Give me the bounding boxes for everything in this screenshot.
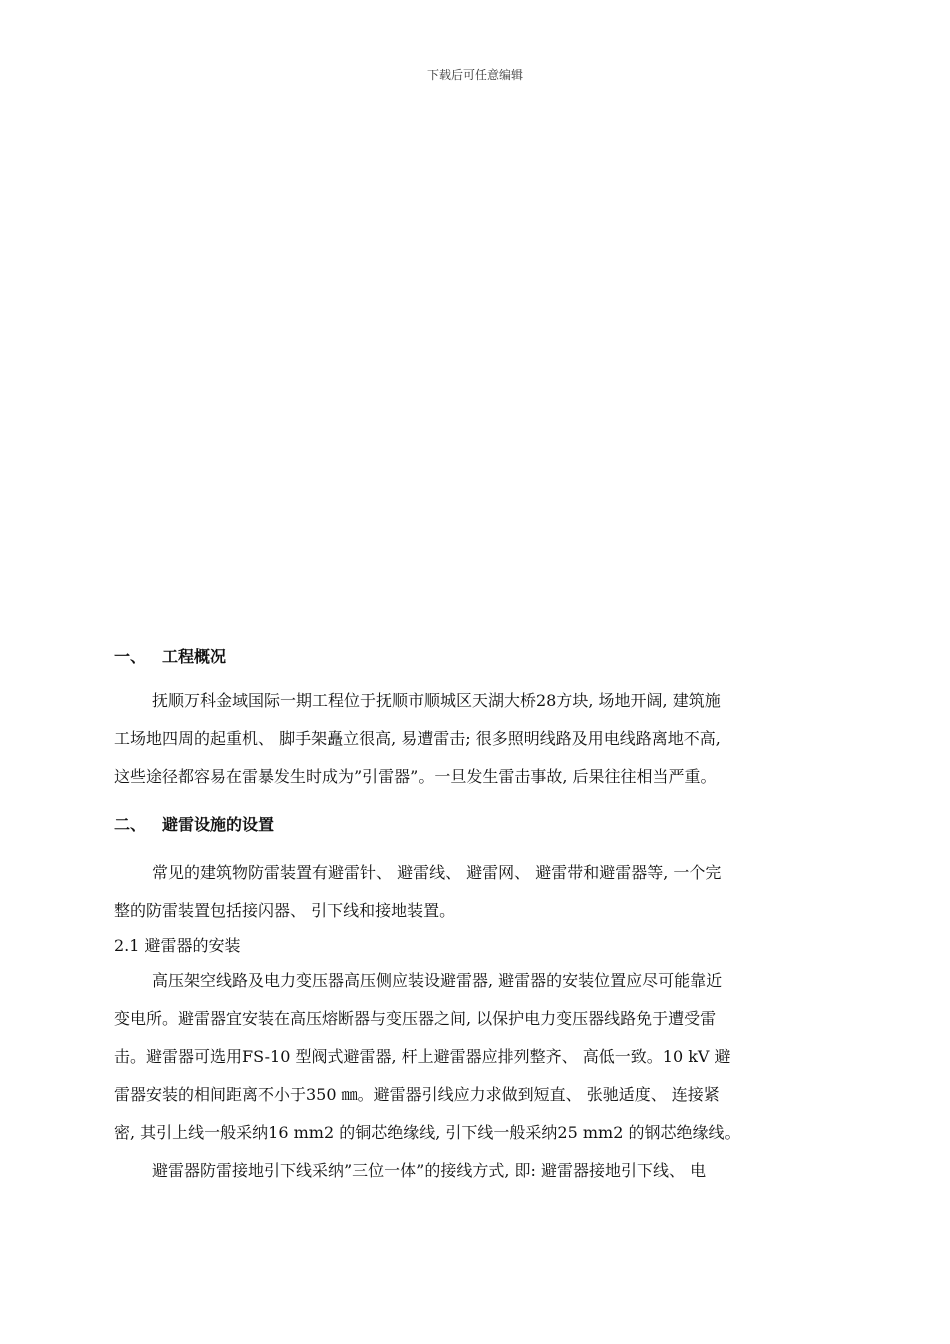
paragraph-line: 避雷器防雷接地引下线采纳”三位一体”的接线方式, 即: 避雷器接地引下线、 电: [152, 1161, 707, 1180]
paragraph-line: 整的防雷装置包括接闪器、 引下线和接地装置。: [114, 901, 456, 920]
paragraph-line: 变电所。避雷器宜安装在高压熔断器与变压器之间, 以保护电力变压器线路免于遭受雷: [114, 1009, 717, 1028]
page-header: 下载后可任意编辑: [426, 68, 523, 82]
section-2-heading: [114, 808, 860, 842]
document-body: [114, 640, 860, 1190]
subsection-2-1-paragraph-2: [114, 1152, 860, 1190]
section-1-number: 一、: [114, 647, 147, 666]
paragraph-line: 高压架空线路及电力变压器高压侧应装设避雷器, 避雷器的安装位置应尽可能靠近: [152, 971, 723, 990]
paragraph-line: 工场地四周的起重机、 脚手架矗立很高, 易遭雷击; 很多照明线路及用电线路离地不高,: [114, 729, 721, 748]
section-1-title: 工程概况: [162, 647, 227, 666]
subsection-2-1-paragraph-1: [114, 962, 860, 1152]
paragraph-line: 这些途径都容易在雷暴发生时成为”引雷器”。一旦发生雷击事故, 后果往往相当严重。: [114, 767, 717, 786]
section-1-heading: [114, 640, 860, 674]
paragraph-line: 击。避雷器可选用FS-10 型阀式避雷器, 杆上避雷器应排列整齐、 高低一致。10 kV 避: [114, 1047, 731, 1066]
section-2-paragraph: [114, 854, 860, 930]
section-2-title: 避雷设施的设置: [162, 815, 275, 834]
paragraph-line: 抚顺万科金域国际一期工程位于抚顺市顺城区天湖大桥28方块, 场地开阔, 建筑施: [152, 691, 721, 710]
section-2-number: 二、: [114, 815, 147, 834]
paragraph-line: 雷器安装的相间距离不小于350 ㎜。避雷器引线应力求做到短直、 张驰适度、 连接紧: [114, 1085, 720, 1104]
subsection-2-1-heading: 2.1 避雷器的安装: [114, 936, 241, 955]
paragraph-line: 密, 其引上线一般采纳16 mm2 的铜芯绝缘线, 引下线一般采纳25 mm2 的钢芯绝缘线。: [114, 1123, 741, 1142]
paragraph-line: 常见的建筑物防雷装置有避雷针、 避雷线、 避雷网、 避雷带和避雷器等, 一个完: [152, 863, 722, 882]
section-1-paragraph: [114, 682, 860, 796]
